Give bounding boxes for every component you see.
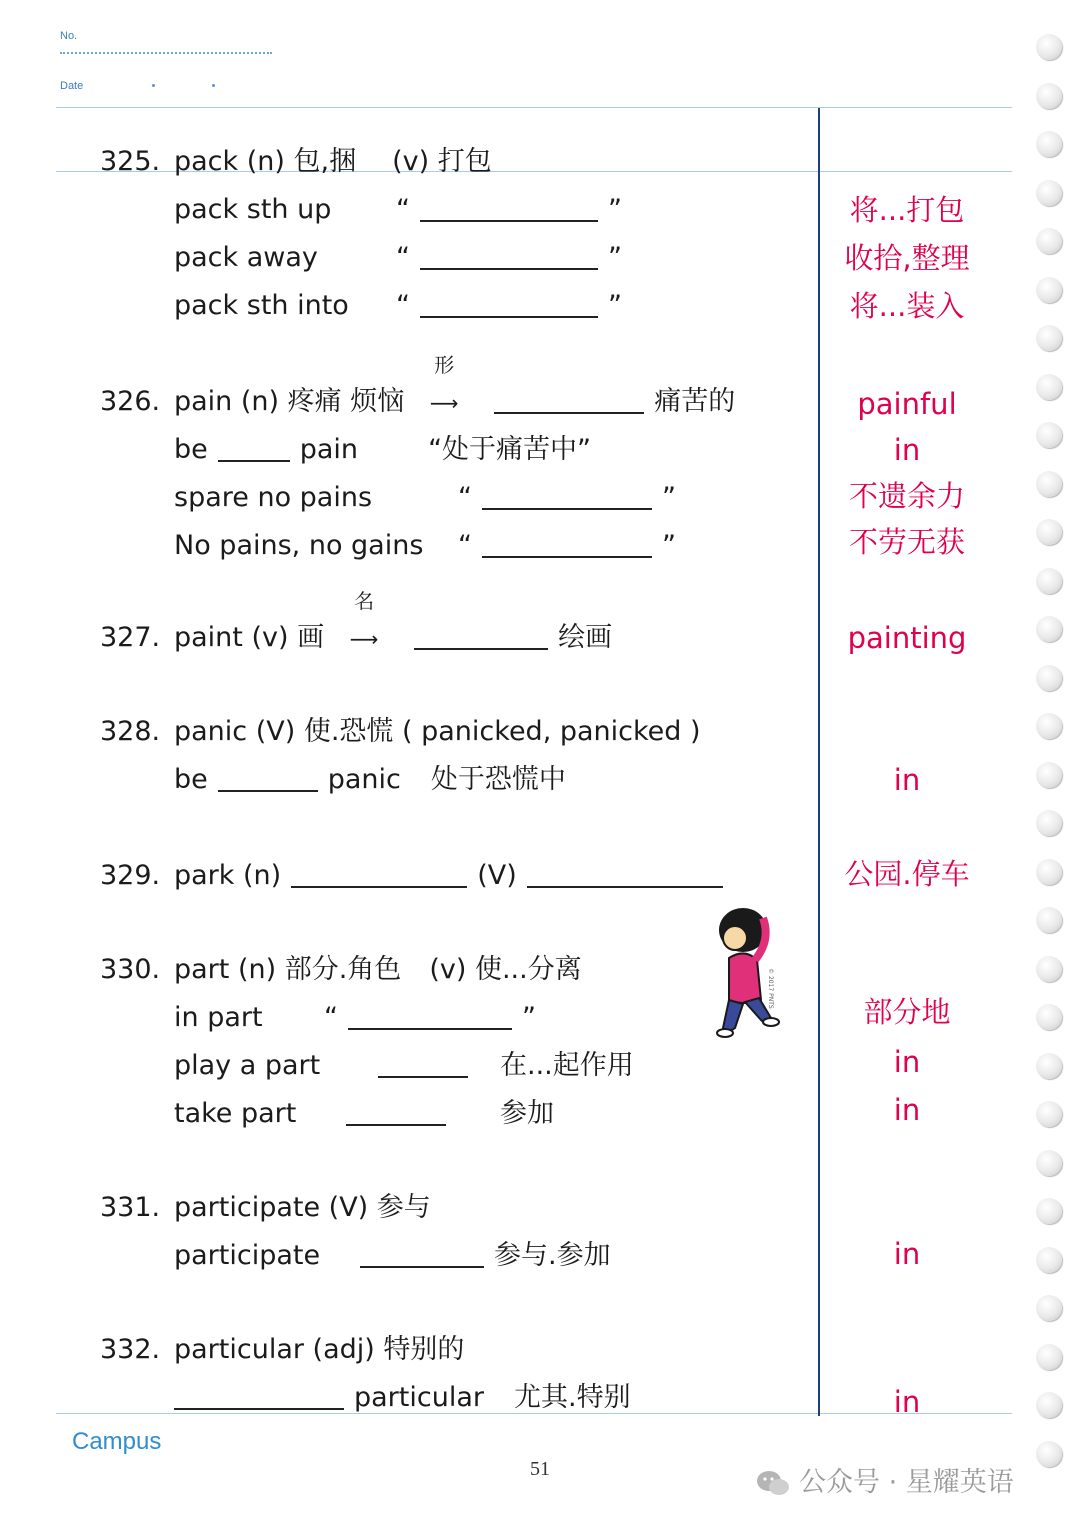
entry-line bbox=[100, 282, 790, 330]
blank[interactable] bbox=[174, 1382, 344, 1410]
answer: 不遗余力 bbox=[848, 479, 965, 513]
headword: paint (v) 画 bbox=[174, 622, 325, 653]
arrow-icon: 名 ⟶ bbox=[334, 615, 394, 663]
answer-margin-line bbox=[818, 108, 820, 1416]
brand-logo: Campus bbox=[72, 1428, 162, 1455]
answer: in bbox=[893, 763, 921, 797]
entry-331 bbox=[100, 1184, 790, 1280]
entry-line bbox=[100, 353, 790, 426]
close-quote: ” bbox=[662, 530, 676, 561]
entry-325 bbox=[100, 138, 790, 330]
binder-hole bbox=[1036, 810, 1062, 836]
binder-hole bbox=[1036, 277, 1062, 303]
phrase-end: panic bbox=[327, 764, 401, 795]
answer: in bbox=[893, 433, 921, 467]
entry-number: 326. bbox=[100, 386, 161, 417]
blank[interactable] bbox=[218, 434, 290, 462]
definition: “处于痛苦中” bbox=[428, 434, 592, 465]
binder-hole bbox=[1036, 1053, 1062, 1079]
entry-number: 331. bbox=[100, 1192, 161, 1223]
binder-hole bbox=[1036, 180, 1062, 206]
open-quote: “ bbox=[458, 530, 472, 561]
binder-hole bbox=[1036, 1101, 1062, 1127]
figure-copyright: © 2017 PNTS bbox=[767, 968, 774, 1009]
no-label: No. bbox=[60, 30, 78, 42]
headword: park (n) bbox=[174, 860, 282, 891]
date-dot bbox=[212, 84, 215, 87]
open-quote: “ bbox=[324, 1002, 338, 1033]
entry-line bbox=[100, 1326, 790, 1374]
watermark bbox=[755, 1460, 1014, 1499]
arrow-icon: 形 ⟶ bbox=[414, 379, 474, 427]
entry-line bbox=[100, 1090, 790, 1138]
answer: 收拾,整理 bbox=[844, 241, 970, 275]
blank[interactable] bbox=[482, 482, 652, 510]
date-label: Date bbox=[60, 80, 84, 92]
page-number: 51 bbox=[530, 1458, 550, 1480]
arrow-label: 形 bbox=[434, 353, 455, 377]
blank[interactable] bbox=[527, 860, 723, 888]
binder-hole bbox=[1036, 665, 1062, 691]
headword: pain (n) 疼痛 烦恼 bbox=[174, 386, 405, 417]
headword: panic (V) 使.恐慌 ( panicked, panicked ) bbox=[174, 716, 701, 747]
blank[interactable] bbox=[346, 1098, 446, 1126]
phrase: pack away bbox=[174, 242, 318, 273]
entry-number: 332. bbox=[100, 1334, 161, 1365]
open-quote: “ bbox=[458, 482, 472, 513]
entry-327 bbox=[100, 589, 790, 662]
entry-330 bbox=[100, 946, 790, 1138]
entry-line bbox=[100, 994, 790, 1042]
ruled-line bbox=[56, 107, 1012, 108]
blank[interactable] bbox=[218, 764, 318, 792]
phrase: No pains, no gains bbox=[174, 530, 424, 561]
binder-hole bbox=[1036, 131, 1062, 157]
blank[interactable] bbox=[360, 1240, 484, 1268]
cartoon-girl-illustration bbox=[705, 900, 795, 1050]
open-quote: “ bbox=[396, 194, 410, 225]
arrow-label: 名 bbox=[354, 589, 375, 613]
close-quote: ” bbox=[662, 482, 676, 513]
wechat-icon bbox=[755, 1469, 791, 1499]
phrase: play a part bbox=[174, 1050, 321, 1081]
entry-line bbox=[100, 234, 790, 282]
headword: participate (V) 参与 bbox=[174, 1192, 431, 1223]
phrase: pack sth into bbox=[174, 290, 349, 321]
definition: 参与.参加 bbox=[494, 1240, 611, 1271]
entry-line bbox=[100, 1232, 790, 1280]
definition: 处于恐慌中 bbox=[430, 764, 566, 795]
binder-hole bbox=[1036, 616, 1062, 642]
binder-hole bbox=[1036, 956, 1062, 982]
entry-329 bbox=[100, 852, 790, 900]
binder-hole bbox=[1036, 1150, 1062, 1176]
headword: particular (adj) 特别的 bbox=[174, 1334, 465, 1365]
entry-number: 327. bbox=[100, 622, 161, 653]
definition: 尤其.特别 bbox=[513, 1382, 631, 1413]
binder-hole bbox=[1036, 34, 1062, 60]
definition: (v) 使...分离 bbox=[429, 954, 582, 985]
answer: painful bbox=[857, 387, 957, 421]
binder-hole bbox=[1036, 1198, 1062, 1224]
blank[interactable] bbox=[348, 1002, 512, 1030]
phrase-start: be bbox=[174, 764, 208, 795]
blank[interactable] bbox=[482, 530, 652, 558]
binder-hole bbox=[1036, 228, 1062, 254]
binder-hole bbox=[1036, 1004, 1062, 1030]
entry-line bbox=[100, 852, 790, 900]
phrase: particular bbox=[354, 1382, 484, 1413]
entry-line bbox=[100, 522, 790, 570]
binder-hole bbox=[1036, 1295, 1062, 1321]
definition: 参加 bbox=[500, 1098, 554, 1129]
answer: 将...装入 bbox=[849, 289, 965, 323]
entry-line bbox=[100, 1042, 790, 1090]
entry-number: 325. bbox=[100, 146, 161, 177]
binder-hole bbox=[1036, 713, 1062, 739]
close-quote: ” bbox=[608, 194, 622, 225]
close-quote: ” bbox=[608, 290, 622, 321]
blank[interactable] bbox=[414, 622, 548, 650]
binder-hole bbox=[1036, 1344, 1062, 1370]
binder-hole bbox=[1036, 1247, 1062, 1273]
entry-line bbox=[100, 708, 790, 756]
binder-hole bbox=[1036, 471, 1062, 497]
binder-hole bbox=[1036, 422, 1062, 448]
blank[interactable] bbox=[291, 860, 467, 888]
binder-hole bbox=[1036, 907, 1062, 933]
definition: (V) bbox=[477, 860, 517, 891]
open-quote: “ bbox=[396, 290, 410, 321]
open-quote: “ bbox=[396, 242, 410, 273]
phrase: pack sth up bbox=[174, 194, 332, 225]
blank[interactable] bbox=[494, 386, 644, 414]
answer: 将...打包 bbox=[849, 193, 965, 227]
blank[interactable] bbox=[420, 242, 598, 270]
binder-hole bbox=[1036, 1392, 1062, 1418]
answer: 部分地 bbox=[863, 995, 951, 1029]
definition: 痛苦的 bbox=[654, 386, 736, 417]
headword: part (n) 部分.角色 bbox=[174, 954, 402, 985]
phrase: spare no pains bbox=[174, 482, 373, 513]
answer: in bbox=[893, 1045, 921, 1079]
answer: 公园.停车 bbox=[844, 857, 970, 891]
entry-line bbox=[100, 1374, 790, 1422]
headword: pack (n) 包,捆 bbox=[174, 146, 357, 177]
blank[interactable] bbox=[420, 290, 598, 318]
entry-326 bbox=[100, 353, 790, 570]
entry-number: 328. bbox=[100, 716, 161, 747]
binder-hole bbox=[1036, 325, 1062, 351]
blank[interactable] bbox=[378, 1050, 468, 1078]
binder-hole bbox=[1036, 374, 1062, 400]
entry-328 bbox=[100, 708, 790, 804]
phrase-start: be bbox=[174, 434, 208, 465]
binder-hole bbox=[1036, 519, 1062, 545]
phrase: take part bbox=[174, 1098, 297, 1129]
blank[interactable] bbox=[420, 194, 598, 222]
close-quote: ” bbox=[522, 1002, 536, 1033]
entry-line bbox=[100, 426, 790, 474]
watermark-text: 公众号 · 星耀英语 bbox=[799, 1467, 1014, 1498]
entry-line bbox=[100, 186, 790, 234]
entry-number: 330. bbox=[100, 954, 161, 985]
entry-line bbox=[100, 756, 790, 804]
answer: painting bbox=[847, 621, 967, 655]
close-quote: ” bbox=[608, 242, 622, 273]
entry-line bbox=[100, 474, 790, 522]
entry-line bbox=[100, 946, 790, 994]
no-dotted-line bbox=[60, 52, 272, 54]
entry-line bbox=[100, 589, 790, 662]
date-dot bbox=[152, 84, 155, 87]
answer: in bbox=[893, 1385, 921, 1419]
binder-hole bbox=[1036, 83, 1062, 109]
answer: 不劳无获 bbox=[848, 525, 965, 559]
entry-number: 329. bbox=[100, 860, 161, 891]
binder-holes bbox=[1036, 34, 1066, 1489]
binder-hole bbox=[1036, 762, 1062, 788]
phrase: participate bbox=[174, 1240, 321, 1271]
phrase-end: pain bbox=[299, 434, 359, 465]
definition: (v) 打包 bbox=[392, 146, 492, 177]
phrase: in part bbox=[174, 1002, 263, 1033]
entry-line bbox=[100, 138, 790, 186]
entry-332 bbox=[100, 1326, 790, 1422]
binder-hole bbox=[1036, 859, 1062, 885]
answer: in bbox=[893, 1093, 921, 1127]
definition: 绘画 bbox=[558, 622, 613, 653]
binder-hole bbox=[1036, 568, 1062, 594]
definition: 在...起作用 bbox=[500, 1050, 634, 1081]
answer: in bbox=[893, 1237, 921, 1271]
entry-line bbox=[100, 1184, 790, 1232]
